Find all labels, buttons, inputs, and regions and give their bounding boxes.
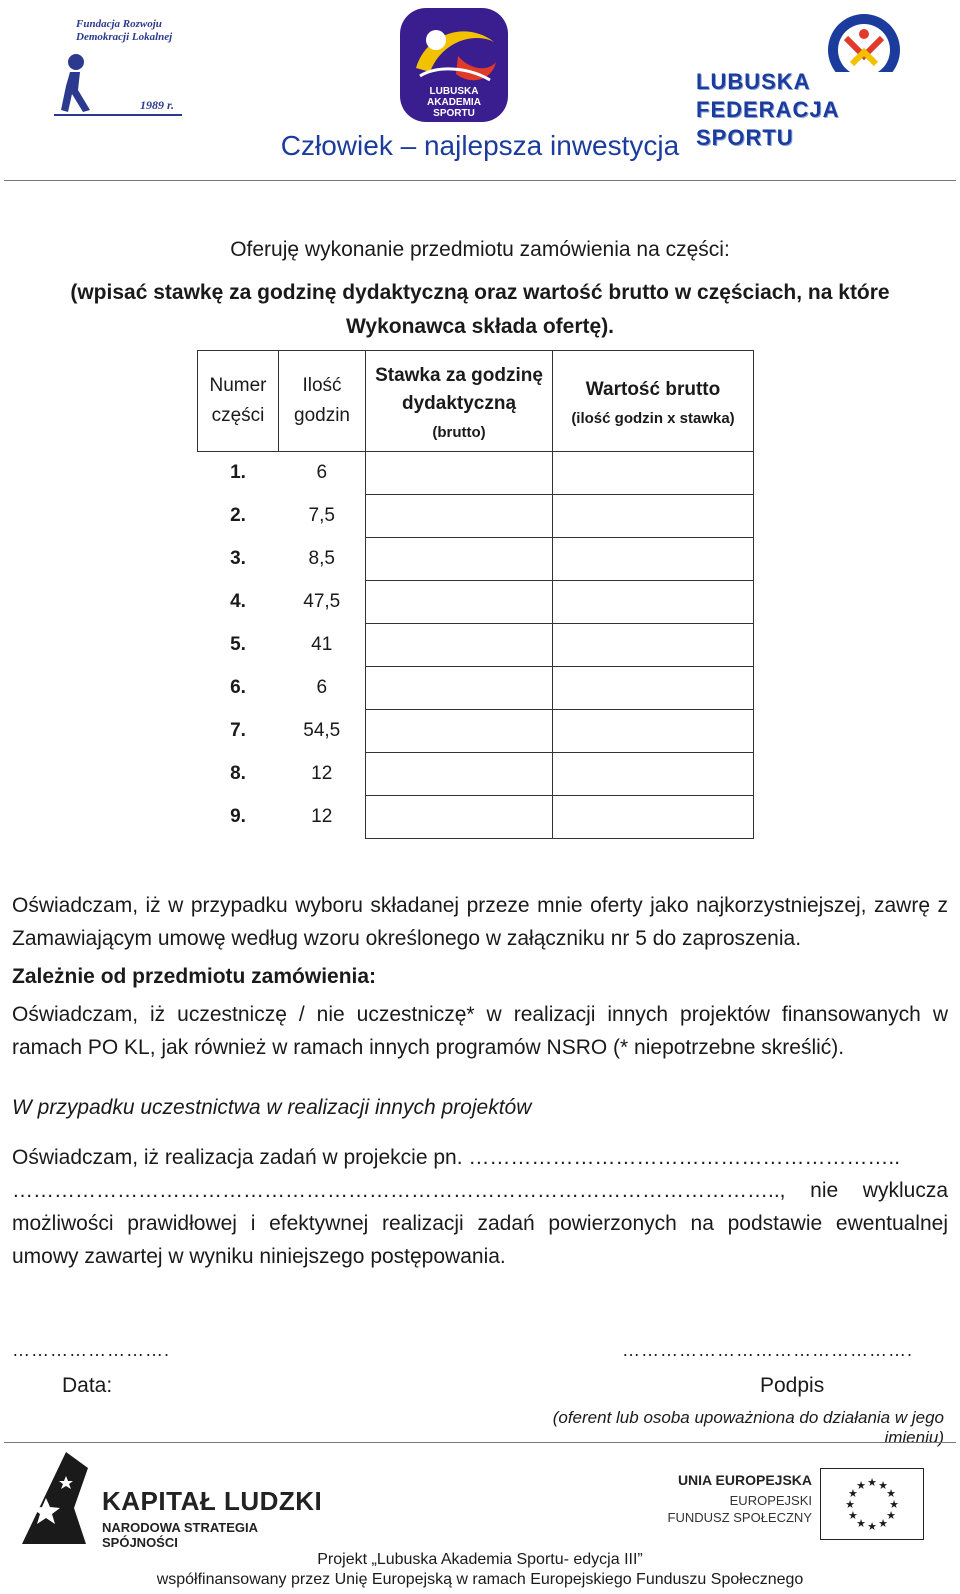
value-cell[interactable] (553, 796, 754, 839)
intro-line: Oferuję wykonanie przedmiotu zamówienia na części: (230, 238, 730, 261)
value-cell[interactable] (553, 667, 754, 710)
date-label: Data: (62, 1374, 113, 1397)
table-row (198, 710, 754, 753)
svg-text:LUBUSKA: LUBUSKA (429, 86, 479, 97)
hours-value: 54,5 (303, 720, 341, 741)
part-number: 8. (230, 763, 246, 784)
hours-value: 6 (316, 677, 328, 698)
rate-cell[interactable] (366, 538, 553, 581)
header-hourly-rate: Stawka za godzinę dydaktyczną (brutto) (366, 351, 553, 452)
header-divider (4, 180, 956, 181)
intro-instruction: (wpisać stawkę za godzinę dydaktyczną oraz wartość brutto w częściach, na które Wykonawca składa ofertę). (70, 281, 890, 338)
rate-cell[interactable] (366, 581, 553, 624)
frdl-logo (50, 14, 190, 118)
header-part-number: Numer części (198, 351, 279, 452)
part-number: 7. (230, 720, 246, 741)
kapital-ludzki-subtitle: NARODOWA STRATEGIA SPÓJNOŚCI (102, 1520, 258, 1550)
eu-star-icon: ★ (878, 1518, 888, 1531)
value-cell[interactable] (553, 581, 754, 624)
eu-star-icon: ★ (847, 1488, 858, 1500)
part-number: 9. (230, 806, 246, 827)
eu-star-icon: ★ (878, 1479, 888, 1492)
value-cell[interactable] (553, 710, 754, 753)
rate-cell[interactable] (366, 710, 553, 753)
table-row (198, 667, 754, 710)
lubuska-federacja-sportu-logo (696, 12, 940, 150)
eu-flag-icon (820, 1468, 924, 1540)
kapital-ludzki-emblem-icon (16, 1448, 96, 1552)
eu-star-icon: ★ (886, 1510, 897, 1522)
declaration-contract: Oświadczam, iż w przypadku wyboru składanej przeze mnie oferty jako najkorzystniejszej, zawrę z Zamawiającym umowę według wzoru określonego w załączniku nr 5 do zaproszenia. (12, 894, 948, 950)
declaration-participation: Oświadczam, iż uczestniczę / nie uczestniczę* w realizacji innych projektów finansowanych w ramach PO KL, jak również w ramach innych programów NSRO (* niepotrzebne skreślić). (12, 1003, 948, 1059)
frdl-logo-text: Fundacja Rozwoju Demokracji Lokalnej (76, 18, 173, 43)
eu-star-icon: ★ (886, 1488, 897, 1500)
rate-cell[interactable] (366, 796, 553, 839)
declaration-project-rest: ……………………………………………………………………………………………….., nie wyklucza możliwości prawidłowej i efektywnej realizacji zadań powierzonych na podstawie ewentualnej umowy zawartej w wyniku niniejszego postępowania. (12, 1179, 948, 1268)
eu-star-icon: ★ (847, 1510, 858, 1522)
eu-star-icon: ★ (845, 1499, 855, 1511)
eu-star-icon: ★ (856, 1518, 866, 1531)
lfs-logo-text: LUBUSKA FEDERACJA SPORTU (696, 69, 839, 150)
hours-value: 8,5 (308, 548, 335, 569)
rate-cell[interactable] (366, 452, 553, 495)
eu-logo (662, 1468, 930, 1548)
hours-value: 41 (311, 634, 333, 655)
rate-cell[interactable] (366, 624, 553, 667)
eu-title: UNIA EUROPEJSKA (677, 1472, 812, 1488)
declaration-project-line: Oświadczam, iż realizacja zadań w projekcie pn. …………………………………………………….. (12, 1146, 901, 1169)
signature-label: Podpis (760, 1374, 825, 1397)
rate-cell[interactable] (366, 753, 553, 796)
project-name: Projekt „Lubuska Akademia Sportu- edycja III” (317, 1551, 643, 1568)
table-row (198, 796, 754, 839)
footer-divider (4, 1442, 956, 1443)
cofinancing-note: współfinansowany przez Unię Europejską w ramach Europejskiego Funduszu Społecznego (156, 1571, 804, 1588)
tagline: Człowiek – najlepsza inwestycja (280, 130, 680, 161)
subject-heading: Zależnie od przedmiotu zamówienia: (12, 965, 377, 988)
signature-field[interactable]: ………………………………………. (622, 1340, 914, 1360)
table-row (198, 624, 754, 667)
hours-value: 47,5 (303, 591, 341, 612)
part-number: 6. (230, 677, 246, 698)
signature-note: (oferent lub osoba upoważniona do działania w jego imieniu) (552, 1408, 944, 1447)
rate-cell[interactable] (366, 667, 553, 710)
eu-star-icon: ★ (867, 1521, 877, 1533)
frdl-year: 1989 r. (140, 98, 175, 112)
table-row (198, 452, 754, 495)
part-number: 4. (230, 591, 246, 612)
value-cell[interactable] (553, 452, 754, 495)
lubuska-akademia-sportu-logo (396, 6, 512, 126)
kapital-ludzki-title: KAPITAŁ LUDZKI (102, 1486, 323, 1516)
las-emblem-icon (396, 6, 512, 126)
part-number: 3. (230, 548, 246, 569)
eu-star-icon: ★ (867, 1477, 877, 1489)
value-cell[interactable] (553, 495, 754, 538)
value-cell[interactable] (553, 624, 754, 667)
table-row (198, 581, 754, 624)
part-number: 1. (230, 462, 246, 484)
rate-cell[interactable] (366, 495, 553, 538)
part-number: 2. (230, 505, 246, 526)
part-number: 5. (230, 634, 246, 655)
table-header-row (198, 351, 754, 452)
eu-star-icon: ★ (856, 1479, 866, 1492)
value-cell[interactable] (553, 538, 754, 581)
value-cell[interactable] (553, 753, 754, 796)
header-gross-value: Wartość brutto (ilość godzin x stawka) (553, 351, 754, 452)
svg-text:SPORTU: SPORTU (433, 108, 475, 119)
svg-text:AKADEMIA: AKADEMIA (427, 97, 481, 108)
header-hours: Ilość godzin (279, 351, 366, 452)
table-row (198, 753, 754, 796)
hours-value: 6 (316, 462, 328, 484)
offer-table (197, 350, 754, 839)
hours-value: 12 (311, 763, 333, 784)
table-row (198, 495, 754, 538)
date-field[interactable]: ……………………. (12, 1340, 171, 1360)
eu-subtitle: EUROPEJSKI FUNDUSZ SPOŁECZNY (667, 1493, 812, 1525)
lfs-emblem-icon (696, 12, 940, 72)
table-row (198, 538, 754, 581)
hours-value: 7,5 (308, 505, 335, 526)
participation-heading: W przypadku uczestnictwa w realizacji innych projektów (12, 1096, 532, 1119)
hours-value: 12 (311, 806, 333, 827)
kapital-ludzki-logo (16, 1448, 336, 1554)
eu-star-icon: ★ (889, 1499, 899, 1511)
